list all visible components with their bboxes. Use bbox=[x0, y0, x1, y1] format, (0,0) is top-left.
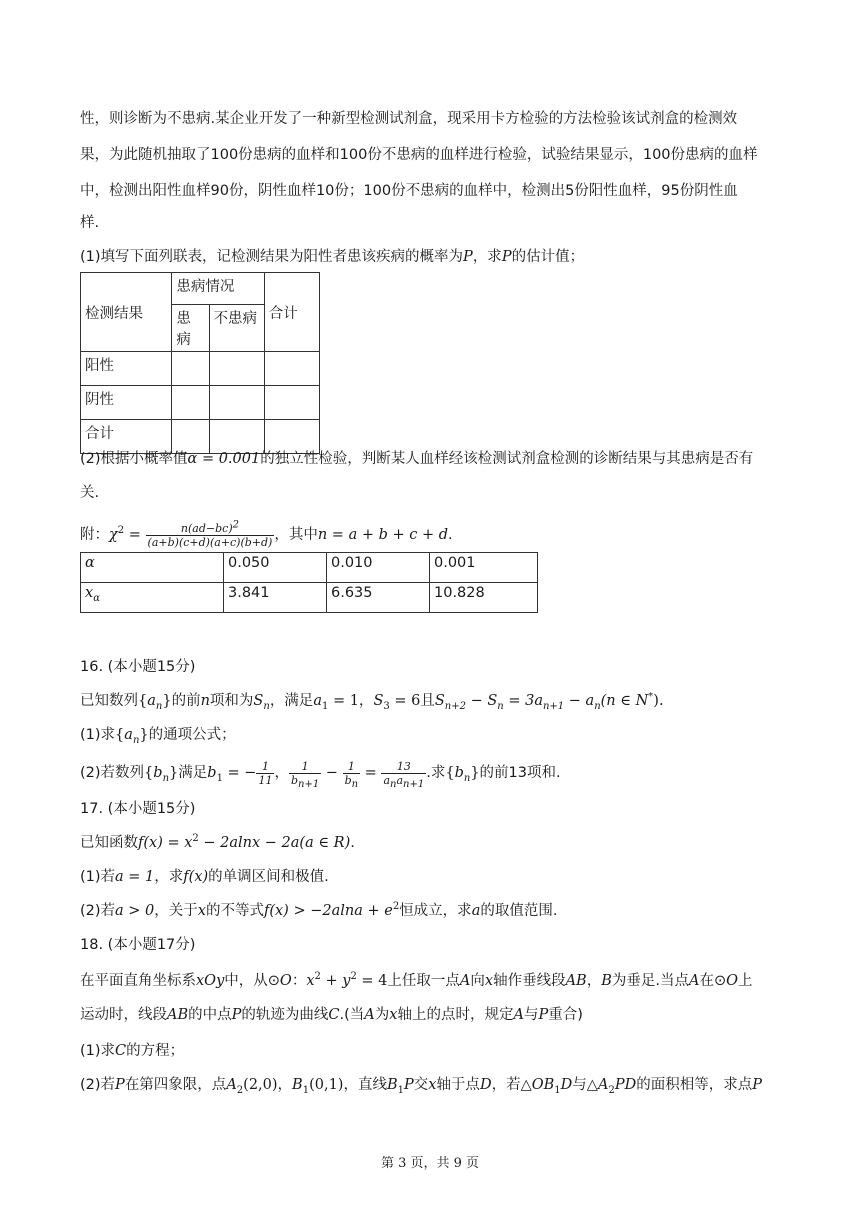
header-result: 检测结果 bbox=[81, 273, 172, 352]
alpha-value: 0.001 bbox=[430, 553, 538, 583]
alpha-label: α bbox=[81, 553, 224, 583]
x-alpha-value: 10.828 bbox=[430, 583, 538, 613]
q16-title: 16. (本小题15分) bbox=[80, 659, 196, 675]
q17-title: 17. (本小题15分) bbox=[80, 801, 196, 817]
intro-line-3: 中，检测出阳性血样90份，阴性血样10份；100份不患病的血样中，检测出5份阳性血样，95份阴性血 bbox=[80, 183, 738, 199]
x-alpha-value: 3.841 bbox=[224, 583, 327, 613]
header-sick: 患病 bbox=[172, 305, 209, 352]
intro-line-1: 性，则诊断为不患病.某企业开发了一种新型检测试剂盒，现采用卡方检验的方法检验该试剂盒的检测效 bbox=[80, 111, 738, 127]
q17-stem: 已知函数$f(x) = x^2 - 2alnx - 2a(a$ ∈ R). bbox=[80, 833, 355, 851]
q17-part2: (2)若a > 0，关于x的不等式$f(x) > -2alna + e^2$恒成立，求a的取值范围. bbox=[80, 901, 558, 919]
q16-part2: (2)若数列$\{b_n\}$满足$b_1$ = − $\frac{1}{11}$ ， $\frac{1}{b_{n+1}}$ − $\frac{1}{b_n}$ = $\frac{13}{a_na_{n+1}}$ .求$\{b_n\}$的前13项和. bbox=[80, 759, 561, 790]
intro-line-4: 样. bbox=[80, 215, 100, 231]
intro-line-2: 果，为此随机抽取了100份患病的血样和100份不患病的血样进行检验，试验结果显示，100份患病的血样 bbox=[80, 147, 758, 163]
cell-empty bbox=[264, 386, 319, 420]
alpha-value: 0.050 bbox=[224, 553, 327, 583]
header-total: 合计 bbox=[264, 273, 319, 352]
cell-empty bbox=[209, 386, 264, 420]
q16-stem: 已知数列$\{a_n\}$的前n项和为$S_n$，满足$a_1 = 1$，$S_3 = 6$且$S_{n+2} - S_n = 3a_{n+1} - a_n(n$ ∈ N*). bbox=[80, 691, 664, 712]
row-positive-label: 阳性 bbox=[81, 352, 172, 386]
q15-part2-end: 关. bbox=[80, 485, 100, 501]
x-alpha-value: 6.635 bbox=[327, 583, 430, 613]
q15-part2: (2)根据小概率值α = 0.001的独立性检验，判断某人血样经该检测试剂盒检测的诊断结果与其患病是否有 bbox=[80, 451, 754, 467]
cell-empty bbox=[264, 352, 319, 386]
cell-empty bbox=[209, 352, 264, 386]
header-not-sick: 不患病 bbox=[209, 305, 264, 352]
cell-empty bbox=[172, 386, 209, 420]
x-alpha-label: $x_\alpha$ bbox=[81, 583, 224, 613]
page-footer: 第 3 页，共 9 页 bbox=[380, 1156, 480, 1171]
row-negative-label: 阴性 bbox=[81, 386, 172, 420]
q16-part1: (1)求$\{a_n\}$的通项公式； bbox=[80, 727, 236, 746]
row-total-label: 合计 bbox=[81, 420, 172, 454]
cell-empty bbox=[172, 352, 209, 386]
alpha-value: 0.010 bbox=[327, 553, 430, 583]
q18-title: 18. (本小题17分) bbox=[80, 937, 196, 953]
header-status: 患病情况 bbox=[172, 273, 264, 305]
contingency-table bbox=[80, 272, 320, 454]
q15-part1: (1)填写下面列联表，记检测结果为阳性者患该疾病的概率为P，求P的估计值； bbox=[80, 249, 585, 265]
q18-stem-line-1: 在平面直角坐标系xOy中，从⊙O：$x^2 + y^2 = 4$上任取一点A向x轴作垂线段AB，B为垂足.当点A在⊙O上 bbox=[80, 971, 753, 989]
q18-part1: (1)求C的方程； bbox=[80, 1043, 185, 1059]
q18-stem-line-2: 运动时，线段AB的中点P的轨迹为曲线C.(当A为x轴上的点时，规定A与P重合) bbox=[80, 1007, 583, 1023]
critical-value-table bbox=[80, 552, 538, 613]
q18-part2: (2)若P在第四象限，点$A_2(2,0)$，$B_1(0,1)$，直线$B_1P$交x轴于点D，若$\triangle OB_1D$与$\triangle A_2PD$的面积相等，求点P bbox=[80, 1077, 762, 1096]
q17-part1: (1)若a = 1，求f(x)的单调区间和极值. bbox=[80, 869, 329, 885]
appendix-formula: 附：$\chi^2$ = $\frac{n(ad-bc)^2}{(a+b)(c+d)(a+c)(b+d)}$ ，其中n = a + b + c + d. bbox=[80, 518, 453, 549]
